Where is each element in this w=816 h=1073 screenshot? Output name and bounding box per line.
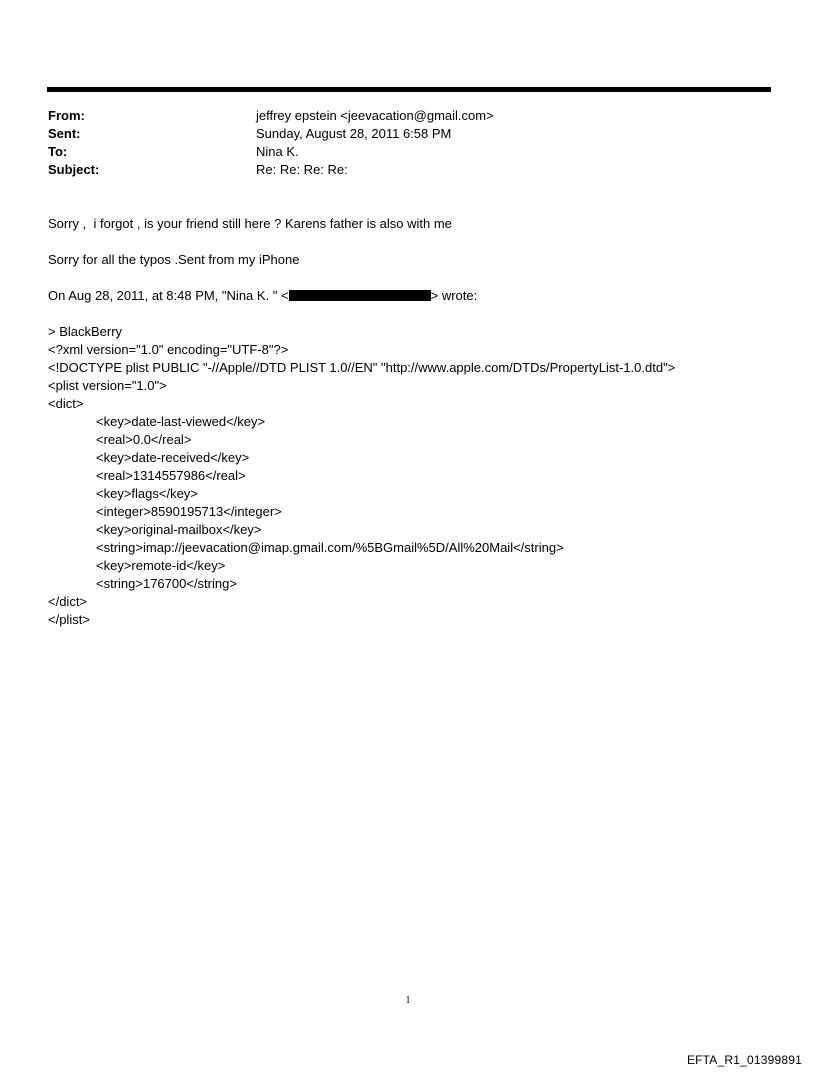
quoted-line: </dict> xyxy=(48,594,88,609)
quoted-line: </plist> xyxy=(48,612,90,627)
quoted-plist xyxy=(48,323,675,629)
to-label: To: xyxy=(48,144,68,159)
subject-value: Re: Re: Re: Re: xyxy=(256,162,348,177)
from-label: From: xyxy=(48,108,85,123)
subject-row xyxy=(48,161,494,179)
quoted-line: <plist version="1.0"> xyxy=(48,378,167,393)
bates-number: EFTA_R1_01399891 xyxy=(686,1053,802,1067)
from-row xyxy=(48,107,494,125)
message-line-1: Sorry , i forgot , is your friend still here ? Karens father is also with me xyxy=(48,216,452,231)
sent-row xyxy=(48,125,494,143)
quoted-line: <key>flags</key> xyxy=(96,486,198,501)
quote-intro-start: On Aug 28, 2011, at 8:48 PM, "Nina K. " < xyxy=(48,288,289,303)
quoted-line: <?xml version="1.0" encoding="UTF-8"?> xyxy=(48,342,289,357)
sent-label: Sent: xyxy=(48,126,81,141)
quoted-line: <string>imap://jeevacation@imap.gmail.com/%5BGmail%5D/All%20Mail</string> xyxy=(96,540,564,555)
to-row xyxy=(48,143,494,161)
quote-intro xyxy=(48,287,477,305)
page-number: 1 xyxy=(405,995,411,1006)
email-header xyxy=(48,107,494,179)
redaction-bar xyxy=(289,290,431,301)
quoted-line: <key>remote-id</key> xyxy=(96,558,226,573)
header-divider xyxy=(47,87,771,92)
quoted-line: <!DOCTYPE plist PUBLIC "-//Apple//DTD PLIST 1.0//EN" "http://www.apple.com/DTDs/PropertyList-1.0.dtd"> xyxy=(48,360,676,375)
quoted-line: > BlackBerry xyxy=(48,324,123,339)
quoted-line: <dict> xyxy=(48,396,84,411)
message-signature: Sorry for all the typos .Sent from my iPhone xyxy=(48,252,300,267)
quoted-line: <real>1314557986</real> xyxy=(96,468,246,483)
quoted-line: <key>date-received</key> xyxy=(96,450,250,465)
to-value: Nina K. xyxy=(256,144,299,159)
quoted-line: <key>original-mailbox</key> xyxy=(96,522,262,537)
from-value: jeffrey epstein <jeevacation@gmail.com> xyxy=(256,108,494,123)
subject-label: Subject: xyxy=(48,162,100,177)
quote-intro-end: > wrote: xyxy=(430,288,478,303)
quoted-line: <real>0.0</real> xyxy=(96,432,192,447)
quoted-line: <integer>8590195713</integer> xyxy=(96,504,282,519)
sent-value: Sunday, August 28, 2011 6:58 PM xyxy=(256,126,452,141)
quoted-line: <string>176700</string> xyxy=(96,576,237,591)
quoted-line: <key>date-last-viewed</key> xyxy=(96,414,266,429)
